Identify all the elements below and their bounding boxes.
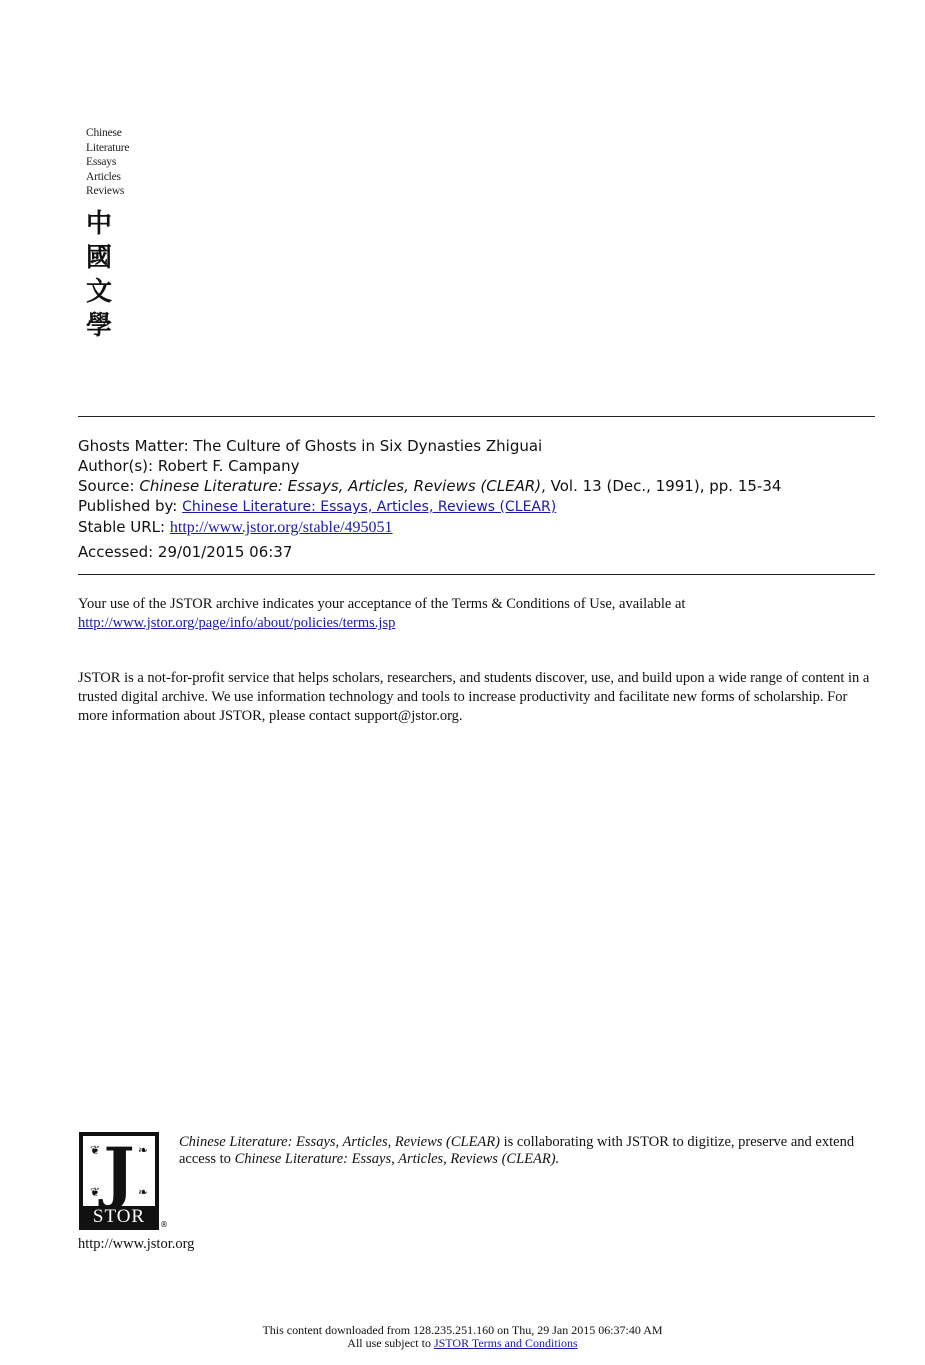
collaboration-statement xyxy=(179,1134,879,1168)
publisher-link[interactable]: Chinese Literature: Essays, Articles, Reviews (CLEAR) xyxy=(182,499,557,515)
collab-text: is collaborating with JSTOR to digitize, preserve and extend access to xyxy=(179,1134,855,1167)
source-label: Source: xyxy=(78,477,135,495)
logo-word: Reviews xyxy=(86,185,125,197)
logo-char: 國 xyxy=(86,242,113,273)
journal-logo xyxy=(86,126,166,343)
ornament-icon: ❧ xyxy=(137,1185,148,1199)
logo-word: Chinese xyxy=(86,127,122,139)
logo-word: Articles xyxy=(86,170,121,183)
author-label: Author(s): xyxy=(78,457,154,475)
jstor-logo-panel xyxy=(83,1133,155,1211)
terms-text: Your use of the JSTOR archive indicates your acceptance of the Terms & Conditions of Use, available at xyxy=(78,596,686,612)
download-footer xyxy=(0,1324,925,1350)
journal-logo-words xyxy=(86,126,166,199)
terms-notice xyxy=(78,595,878,633)
footer-terms-line xyxy=(0,1337,925,1350)
logo-word: Essays xyxy=(86,156,117,168)
source-line xyxy=(78,476,878,496)
footer-terms-link[interactable]: JSTOR Terms and Conditions xyxy=(433,1336,578,1350)
footer-download-info: This content downloaded from 128.235.251.160 on Thu, 29 Jan 2015 06:37:40 AM xyxy=(262,1323,663,1337)
author-name: Robert F. Campany xyxy=(157,457,300,475)
terms-link[interactable]: http://www.jstor.org/page/info/about/policies/terms.jsp xyxy=(78,615,396,631)
jstor-logo-letter: J xyxy=(103,1133,135,1211)
registered-mark: ® xyxy=(160,1220,168,1229)
published-label: Published by: xyxy=(78,497,178,515)
stable-url-line xyxy=(78,517,878,538)
logo-char: 文 xyxy=(86,276,113,307)
collab-journal: Chinese Literature: Essays, Articles, Reviews (CLEAR) xyxy=(179,1134,500,1150)
journal-logo-chars xyxy=(86,207,166,343)
article-metadata xyxy=(78,436,878,562)
logo-word: Literature xyxy=(86,141,130,154)
top-divider xyxy=(78,416,875,417)
about-jstor: JSTOR is a not-for-profit service that helps scholars, researchers, and students discover, use, and build upon a wide range of content in a trusted digital archive. We use information technology and tools to increase productivity and facilitate new forms of scholarship. For more information about JSTOR, please contact support@jstor.org. xyxy=(78,670,870,724)
collab-journal-again: Chinese Literature: Essays, Articles, Reviews (CLEAR). xyxy=(234,1151,560,1167)
source-details: , Vol. 13 (Dec., 1991), pp. 15-34 xyxy=(541,477,782,495)
source-journal: Chinese Literature: Essays, Articles, Reviews (CLEAR) xyxy=(139,477,542,495)
article-title: Ghosts Matter: The Culture of Ghosts in Six Dynasties Zhiguai xyxy=(78,437,543,455)
ornament-icon: ❦ xyxy=(90,1185,101,1199)
stable-url-link[interactable]: http://www.jstor.org/stable/495051 xyxy=(169,519,393,536)
bottom-divider xyxy=(78,574,875,575)
footer-terms-prefix: All use subject to xyxy=(347,1336,434,1350)
jstor-logo-word: STOR xyxy=(92,1206,146,1227)
logo-char: 學 xyxy=(86,310,113,341)
accessed-date: Accessed: 29/01/2015 06:37 xyxy=(78,543,293,561)
stable-url-label: Stable URL: xyxy=(78,518,166,536)
author-line xyxy=(78,456,878,476)
ornament-icon: ❦ xyxy=(90,1143,101,1157)
published-line xyxy=(78,496,878,517)
jstor-logo xyxy=(79,1132,159,1230)
ornament-icon: ❧ xyxy=(137,1143,148,1157)
logo-char: 中 xyxy=(86,208,113,239)
jstor-homepage-url: http://www.jstor.org xyxy=(78,1236,195,1252)
